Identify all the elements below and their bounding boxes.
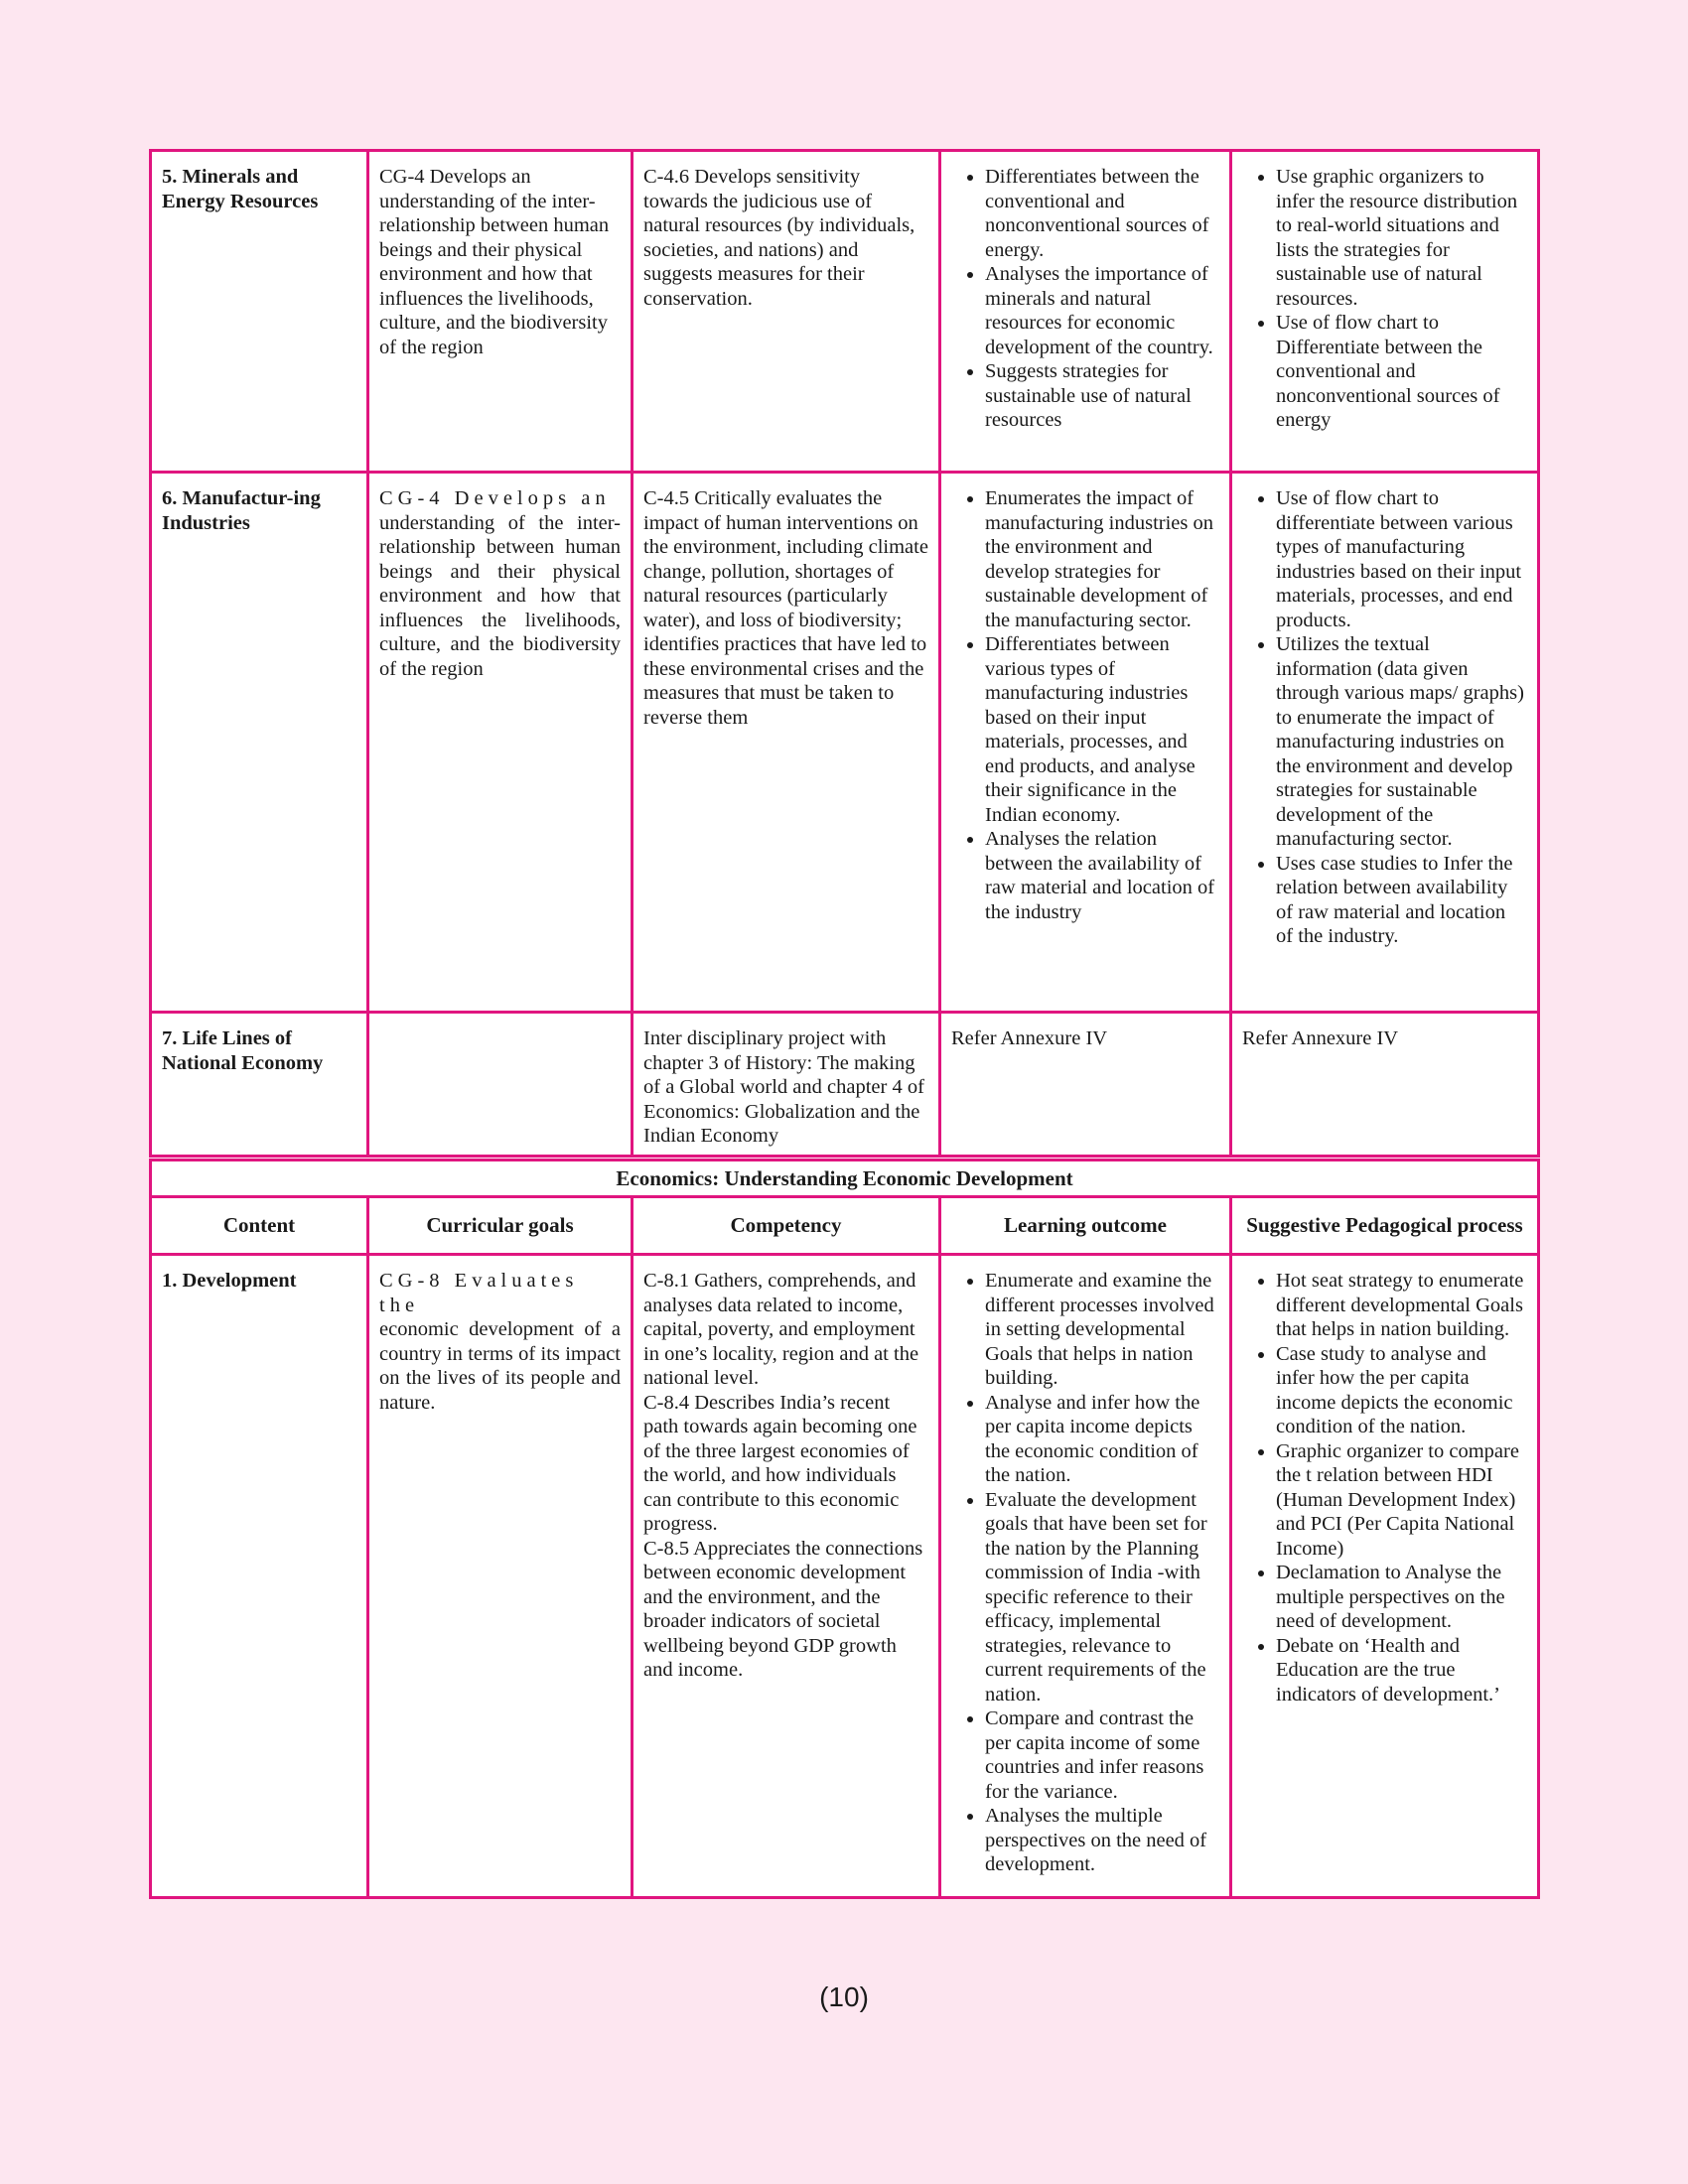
header-pedagogical-process: Suggestive Pedagogical process [1231,1197,1539,1255]
competency-cell: C-4.5 Critically evaluates the impact of human interventions on the environment, including climate change, pollution, shortages of natural resources (particularly water), and loss of biodiversity; identifies practices that have led to these environmental crises and the measures that must be taken to reverse them [633,473,940,1013]
pedagogy-cell [1231,1255,1539,1898]
competency-cell [633,1255,940,1898]
header-content: Content [151,1197,368,1255]
list-item: • Uses case studies to Infer the relation between availability of raw material and location of the industry. [1276,852,1527,949]
content-cell: 5. Minerals and Energy Resources [151,151,368,473]
pedagogy-list [1242,486,1527,949]
page-number: (10) [819,1981,869,2012]
list-item: • Suggests strategies for sustainable use of natural resources [985,359,1219,433]
list-item: • Evaluate the development goals that have been set for the nation by the Planning commission of India -with specific reference to their efficacy, implemental strategies, relevance to current requirements of the nation. [985,1488,1219,1707]
list-item: • Differentiates between various types of manufacturing industries based on their input materials, processes, and end products, and analyse their significance in the Indian economy. [985,632,1219,827]
list-item: • Use of flow chart to Differentiate between the conventional and nonconventional sources of energy [1276,311,1527,433]
learning-outcome-cell: Refer Annexure IV [940,1013,1231,1157]
curricular-goal-cell [368,473,633,1013]
list-item: • Enumerate and examine the different processes involved in setting developmental Goals that helps in nation building. [985,1269,1219,1391]
list-item: • Analyses the relation between the availability of raw material and location of the industry [985,827,1219,924]
goal-first-line: CG-4 Develops an [379,487,611,509]
pedagogy-cell [1231,151,1539,473]
list-item: • Use of flow chart to differentiate between various types of manufacturing industries based on their input materials, processes, and end products. [1276,486,1527,632]
outcome-list [951,165,1219,433]
outcome-list [951,486,1219,924]
list-item: • Use graphic organizers to infer the resource distribution to real-world situations and lists the strategies for sustainable use of natural resources. [1276,165,1527,311]
table-row-minerals [151,151,1539,473]
content-cell: 7. Life Lines of National Economy [151,1013,368,1157]
curricular-goal-cell [368,1013,633,1157]
learning-outcome-cell [940,473,1231,1013]
competency-item: C-8.4 Describes India’s recent path towards again becoming one of the three largest economies of the world, and how individuals can contribute to this economic progress. [643,1391,917,1535]
header-curricular-goals: Curricular goals [368,1197,633,1255]
content-cell: 1. Development [151,1255,368,1898]
economics-curriculum-table [149,1159,1540,1899]
list-item: • Compare and contrast the per capita income of some countries and infer reasons for the variance. [985,1706,1219,1804]
competency-cell: Inter disciplinary project with chapter 3 of History: The making of a Global world and chapter 4 of Economics: Globalization and the Indian Economy [633,1013,940,1157]
list-item: • Differentiates between the conventional and nonconventional sources of energy. [985,165,1219,262]
list-item: • Analyses the importance of minerals and natural resources for economic development of the country. [985,262,1219,359]
geography-curriculum-table [149,149,1540,1158]
learning-outcome-cell [940,1255,1231,1898]
list-item: • Analyses the multiple perspectives on the need of development. [985,1804,1219,1877]
outcome-list [951,1269,1219,1877]
learning-outcome-cell [940,151,1231,473]
list-item: • Graphic organizer to compare the t relation between HDI (Human Development Index) and PCI (Per Capita National Income) [1276,1439,1527,1562]
header-learning-outcome: Learning outcome [940,1197,1231,1255]
goal-rest: economic development of a country in terms of its impact on the lives of its people and nature. [379,1318,621,1414]
pedagogy-list [1242,165,1527,433]
table-row-manufacturing [151,473,1539,1013]
pedagogy-cell: Refer Annexure IV [1231,1013,1539,1157]
competency-item: C-8.5 Appreciates the connections between economic development and the environment, and the broader indicators of societal wellbeing beyond GDP growth and income. [643,1537,923,1681]
pedagogy-cell [1231,473,1539,1013]
list-item: • Analyse and infer how the per capita income depicts the economic condition of the nation. [985,1391,1219,1488]
table-header-row [151,1197,1539,1255]
table-title-row [151,1160,1539,1197]
list-item: • Debate on ‘Health and Education are the true indicators of development.’ [1276,1634,1527,1707]
list-item: • Case study to analyse and infer how the per capita income depicts the economic condition of the nation. [1276,1342,1527,1439]
competency-item: C-8.1 Gathers, comprehends, and analyses data related to income, capital, poverty, and employment in one’s locality, region and at the national level. [643,1270,919,1389]
list-item: • Enumerates the impact of manufacturing industries on the environment and develop strategies for sustainable development of the manufacturing sector. [985,486,1219,632]
goal-first-line: CG-8 Evaluates the [379,1270,579,1316]
table-row-lifelines [151,1013,1539,1157]
curricular-goal-cell: CG-4 Develops an understanding of the inter-relationship between human beings and their physical environment and how that influences the livelihoods, culture, and the biodiversity of the region [368,151,633,473]
list-item: • Utilizes the textual information (data given through various maps/ graphs) to enumerate the impact of manufacturing industries on the environment and develop strategies for sustainable development of the manufacturing sector. [1276,632,1527,852]
curricular-goal-cell [368,1255,633,1898]
pedagogy-list [1242,1269,1527,1706]
goal-rest: understanding of the inter-relationship between human beings and their physical environment and how that influences the livelihoods, culture, and the biodiversity of the region [379,511,621,680]
list-item: • Declamation to Analyse the multiple perspectives on the need of development. [1276,1561,1527,1634]
table-row-development [151,1255,1539,1898]
header-competency: Competency [633,1197,940,1255]
content-cell: 6. Manufactur-ing Industries [151,473,368,1013]
list-item: • Hot seat strategy to enumerate different developmental Goals that helps in nation building. [1276,1269,1527,1342]
competency-cell: C-4.6 Develops sensitivity towards the judicious use of natural resources (by individuals, societies, and nations) and suggests measures for their conservation. [633,151,940,473]
table-title: Economics: Understanding Economic Development [151,1160,1539,1197]
